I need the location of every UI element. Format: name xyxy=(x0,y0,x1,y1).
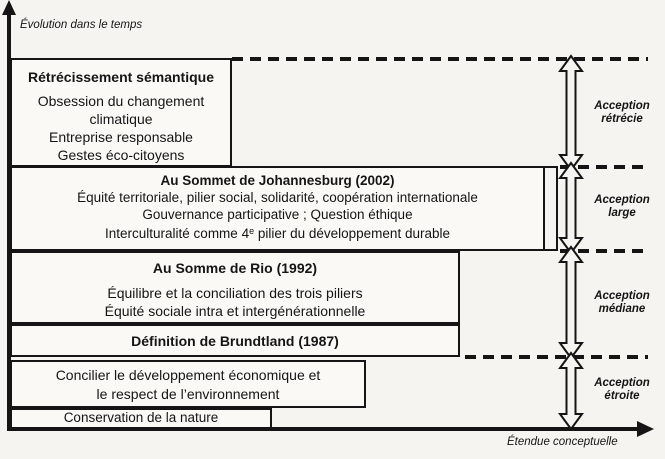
box-line: le respect de l’environnement xyxy=(96,386,280,402)
box-line: Entreprise responsable xyxy=(49,129,193,145)
acception-mediane-label: Acception médiane xyxy=(594,290,650,315)
box-title: Au Sommet de Johannesburg (2002) xyxy=(160,173,395,188)
box-body xyxy=(12,284,458,320)
double-arrow-large-icon xyxy=(559,162,583,254)
dashed-separator-1 xyxy=(232,57,648,61)
box-line: Équité territoriale, pilier social, solidarité, coopération internationale xyxy=(77,190,478,205)
box-body xyxy=(12,362,364,404)
box-brundtland-1987 xyxy=(10,324,460,357)
concept-axis-label: Étendue conceptuelle xyxy=(507,436,618,448)
box-concilier-developpement xyxy=(10,360,366,408)
box-body xyxy=(12,189,543,242)
box-conservation-nature xyxy=(10,408,272,429)
double-arrow-retrecie-icon xyxy=(559,55,583,171)
johannesburg-bracket xyxy=(545,166,558,251)
time-axis-label: Évolution dans le temps xyxy=(20,19,143,31)
acception-large-label: Acception large xyxy=(594,194,650,219)
box-title: Définition de Brundtland (1987) xyxy=(131,332,339,349)
double-arrow-etroite-icon xyxy=(559,352,583,430)
acception-etroite-label: Acception étroite xyxy=(594,377,650,402)
box-line: Obsession du changement xyxy=(37,93,205,109)
superscript-e: e xyxy=(249,226,255,236)
time-axis-arrowhead-icon xyxy=(2,0,16,15)
concept-axis-arrowhead-icon xyxy=(637,421,654,437)
box-body xyxy=(12,92,230,164)
box-line: Équilibre et la conciliation des trois piliers xyxy=(107,285,363,301)
box-line: climatique xyxy=(89,111,153,127)
box-title: Rétrécissement sémantique xyxy=(28,69,214,85)
box-retrecissement-semantique xyxy=(10,58,232,167)
box-johannesburg-2002 xyxy=(10,166,545,251)
dashed-separator-4 xyxy=(465,355,648,359)
box-line: Gouvernance participative ; Question éthique xyxy=(142,207,413,222)
box-line: Concilier le développement économique et xyxy=(55,367,321,383)
box-title: Au Somme de Rio (1992) xyxy=(152,260,318,276)
box-line: Conservation de la nature xyxy=(63,410,219,425)
box-rio-1992 xyxy=(10,251,460,324)
box-line: Équité sociale intra et intergénérationnelle xyxy=(104,303,366,319)
box-line: Interculturalité comme 4e pilier du développement durable xyxy=(105,226,450,241)
acception-retrecie-label: Acception rétrécie xyxy=(594,100,650,125)
box-line: Gestes éco-citoyens xyxy=(57,147,185,163)
double-arrow-mediane-icon xyxy=(559,246,583,359)
